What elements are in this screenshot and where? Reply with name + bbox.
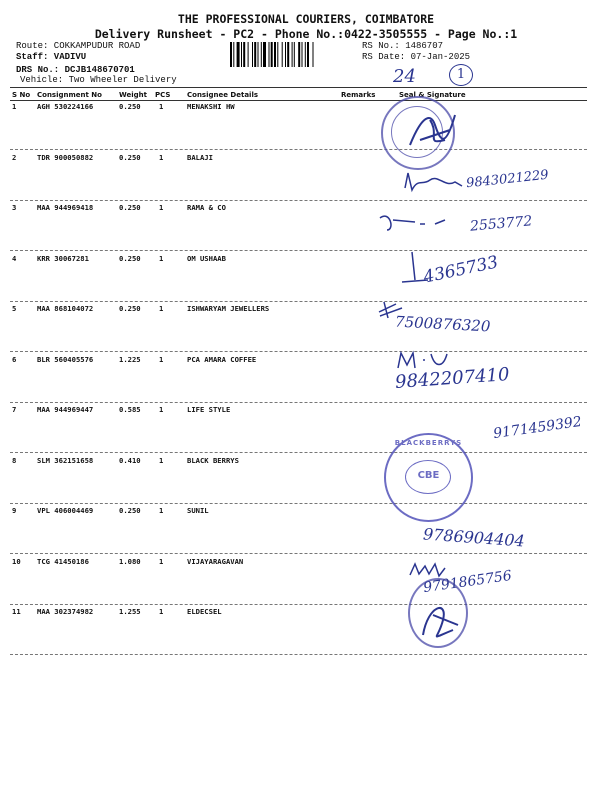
consignee-cell: SUNIL: [187, 506, 209, 515]
consignee-cell: PCA AMARA COFFEE: [187, 354, 257, 364]
consignee-cell: ISHWARYAM JEWELLERS: [187, 304, 270, 313]
vehicle-label: Vehicle: Two Wheeler Delivery: [20, 75, 177, 85]
consignment-cell: MAA 944969447: [37, 405, 94, 414]
row3-handwritten-phone: 2553772: [469, 213, 533, 235]
barcode-bar: [292, 42, 293, 67]
row5-signature: [376, 300, 406, 322]
row11-signature: [418, 595, 468, 645]
pcs-cell: 1: [159, 203, 164, 212]
barcode-bar: [298, 42, 300, 67]
col-header-consignment: Consignment No: [37, 91, 102, 99]
barcode-bar: [252, 42, 253, 67]
consignee-cell: BLACK BERRYS: [187, 455, 239, 465]
route-label: Route: COKKAMPUDUR ROAD: [16, 41, 141, 51]
pcs-cell: 1: [159, 304, 164, 313]
sno-cell: 10: [12, 556, 21, 566]
row2-handwritten-phone: 9843021229: [465, 167, 550, 192]
barcode-bar: [307, 42, 309, 67]
barcode-bar: [282, 42, 283, 67]
barcode-bar: [294, 42, 295, 67]
row-separator: [10, 452, 587, 453]
weight-cell: 0.250: [119, 304, 141, 313]
col-header-remarks: Remarks: [341, 91, 376, 99]
table-header-rule: [10, 100, 587, 101]
row-separator: [10, 402, 587, 403]
row6-handwritten-phone: 9842207410: [394, 364, 511, 393]
row8-handwritten-phone: 9171459392: [492, 413, 583, 443]
col-header-seal: Seal & Signature: [399, 91, 466, 99]
pcs-cell: 1: [159, 556, 164, 566]
barcode-bar: [313, 42, 314, 67]
row-separator: [10, 149, 587, 150]
pcs-cell: 1: [159, 152, 164, 162]
col-header-sno: S No: [12, 91, 31, 99]
sno-cell: 5: [12, 304, 17, 313]
consignee-cell: RAMA & CO: [187, 203, 226, 212]
pcs-cell: 1: [159, 354, 164, 364]
col-header-pcs: PCS: [155, 91, 171, 99]
table-top-rule: [10, 87, 587, 88]
barcode-bar: [241, 42, 242, 67]
row-separator: [10, 503, 587, 504]
consignment-cell: BLR 560405576: [37, 354, 94, 364]
sno-cell: 7: [12, 405, 17, 414]
blackberrys-stamp: [384, 433, 473, 522]
sno-cell: 1: [12, 102, 17, 111]
circled-page-mark: [449, 64, 473, 86]
sno-cell: 2: [12, 152, 17, 162]
barcode-bar: [271, 42, 273, 67]
barcode-bar: [302, 42, 303, 67]
company-title: THE PROFESSIONAL COURIERS, COIMBATORE: [177, 12, 435, 26]
barcode-bar: [258, 42, 259, 67]
weight-cell: 1.225: [119, 354, 141, 364]
staff-label: Staff: VADIVU: [16, 52, 87, 62]
sno-cell: 11: [12, 607, 21, 616]
weight-cell: 0.250: [119, 152, 141, 162]
barcode-bar: [274, 42, 276, 67]
barcode-bar: [269, 42, 270, 67]
pcs-cell: 1: [159, 253, 164, 263]
consignment-cell: AGH 530224166: [37, 102, 94, 111]
consignee-cell: OM USHAAB: [187, 253, 226, 263]
row-separator: [10, 553, 587, 554]
pcs-cell: 1: [159, 405, 164, 414]
pcs-cell: 1: [159, 455, 164, 465]
row6-signature: [395, 350, 475, 370]
weight-cell: 1.080: [119, 556, 141, 566]
barcode-bar: [254, 42, 256, 67]
runsheet-subtitle: Delivery Runsheet - PC2 - Phone No.:0422-3505555 - Page No.:1: [94, 27, 518, 41]
barcode-bar: [230, 42, 232, 67]
weight-cell: 0.410: [119, 455, 141, 465]
row-separator: [10, 654, 587, 655]
handwritten-count: 24: [393, 66, 416, 87]
row4-handwritten-phone: 4365733: [421, 252, 500, 288]
consignee-cell: MENAKSHI HW: [187, 102, 235, 111]
consignee-cell: ELDECSEL: [187, 607, 222, 616]
sno-cell: 9: [12, 506, 17, 515]
consignee-cell: LIFE STYLE: [187, 405, 231, 414]
barcode-bar: [248, 42, 249, 67]
sno-cell: 6: [12, 354, 17, 364]
row5-handwritten-phone: 7500876320: [394, 312, 491, 336]
barcode-bar: [233, 42, 234, 67]
row4-signature: [400, 250, 430, 290]
barcode-bar: [287, 42, 289, 67]
row-separator: [10, 301, 587, 302]
weight-cell: 1.255: [119, 607, 141, 616]
barcode-bar: [305, 42, 306, 67]
consignee-cell: BALAJI: [187, 152, 213, 162]
row1-signature: [400, 100, 460, 160]
consignment-cell: SLM 362151658: [37, 455, 94, 465]
barcode-bar: [263, 42, 266, 67]
consignment-cell: KRR 30067281: [37, 253, 89, 263]
weight-cell: 0.585: [119, 405, 141, 414]
row-separator: [10, 200, 587, 201]
barcode-bar: [237, 42, 240, 67]
row9-handwritten-phone: 9786904404: [422, 524, 526, 551]
pcs-cell: 1: [159, 506, 164, 515]
row10-handwritten-phone: 9791865756: [422, 567, 513, 597]
consignee-cell: VIJAYARAGAVAN: [187, 556, 244, 566]
row-separator: [10, 604, 587, 605]
blackberrys-stamp-text: BLACKBERRYS: [394, 439, 463, 447]
consignment-cell: MAA 302374982: [37, 607, 94, 616]
drs-number: DRS No.: DCJB148670701: [16, 65, 135, 75]
weight-cell: 0.250: [119, 102, 141, 111]
pcs-cell: 1: [159, 607, 164, 616]
weight-cell: 0.250: [119, 506, 141, 515]
row3-signature: [375, 208, 465, 234]
consignment-cell: MAA 944969418: [37, 203, 94, 212]
barcode-image: [230, 42, 356, 67]
row2-signature: [400, 168, 470, 198]
sno-cell: 4: [12, 253, 17, 263]
rs-number: RS No.: 1486707: [362, 41, 444, 51]
weight-cell: 0.250: [119, 253, 141, 263]
barcode-bar: [285, 42, 286, 67]
consignment-cell: MAA 868104072: [37, 304, 94, 313]
col-header-consignee: Consignee Details: [187, 91, 259, 99]
sno-cell: 8: [12, 455, 17, 465]
pcs-cell: 1: [159, 102, 164, 111]
weight-cell: 0.250: [119, 203, 141, 212]
sno-cell: 3: [12, 203, 17, 212]
consignment-cell: TDR 900050882: [37, 152, 94, 162]
circled-page-number: 1: [456, 67, 466, 82]
row-separator: [10, 250, 587, 251]
barcode-bar: [261, 42, 262, 67]
barcode-bar: [243, 42, 245, 67]
consignment-cell: TCG 41450186: [37, 556, 89, 566]
barcode-bar: [277, 42, 278, 67]
col-header-weight: Weight: [119, 91, 147, 99]
row10-signature: [407, 560, 467, 580]
blackberrys-stamp-logo: CBE: [417, 470, 440, 481]
rs-date: RS Date: 07-Jan-2025: [362, 52, 471, 62]
consignment-cell: VPL 406004469: [37, 506, 94, 515]
row-separator: [10, 351, 587, 352]
